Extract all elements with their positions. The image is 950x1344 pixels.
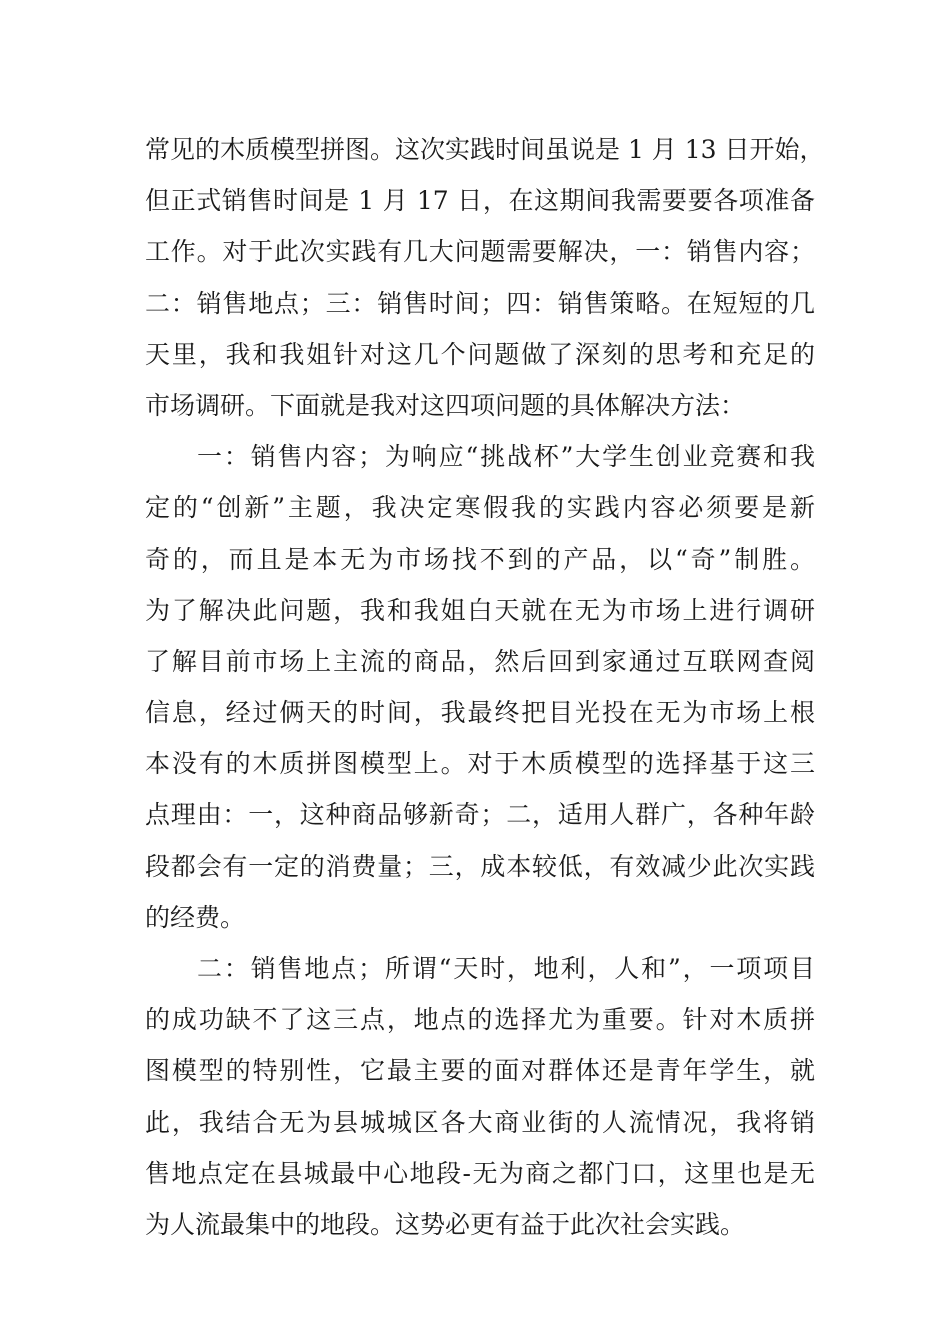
text-line: 天里，我和我姐针对这几个问题做了深刻的思考和充足的 bbox=[145, 339, 815, 369]
text-line: 二：销售地点；所谓“天时，地利，人和”，一项项目 bbox=[197, 954, 815, 983]
text-line: 本没有的木质拼图模型上。对于木质模型的选择基于这三 bbox=[145, 749, 815, 779]
text-line: 点理由：一，这种商品够新奇；二，适用人群广，各种年龄 bbox=[145, 800, 815, 830]
body-text bbox=[145, 124, 825, 1250]
text-line: 但正式销售时间是 1 月 17 日，在这期间我需要要各项准备 bbox=[145, 186, 815, 216]
text-line: 定的“创新”主题，我决定寒假我的实践内容必须要是新 bbox=[145, 493, 815, 523]
text-line: 为了解决此问题，我和我姐白天就在无为市场上进行调研 bbox=[145, 595, 815, 625]
text-line: 了解目前市场上主流的商品，然后回到家通过互联网查阅 bbox=[145, 646, 815, 676]
text-line: 二：销售地点；三：销售时间；四：销售策略。在短短的几 bbox=[145, 288, 815, 318]
text-line: 市场调研。下面就是我对这四项问题的具体解决方法： bbox=[145, 390, 746, 420]
text-line: 图模型的特别性，它最主要的面对群体还是青年学生，就 bbox=[145, 1056, 815, 1086]
text-line: 信息，经过俩天的时间，我最终把目光投在无为市场上根 bbox=[145, 698, 815, 728]
text-line: 的经费。 bbox=[145, 902, 246, 932]
text-line: 工作。对于此次实践有几大问题需要解决，一：销售内容； bbox=[145, 237, 815, 267]
text-line: 奇的，而且是本无为市场找不到的产品，以“奇”制胜。 bbox=[145, 544, 815, 574]
text-line: 为人流最集中的地段。这势必更有益于此次社会实践。 bbox=[145, 1209, 746, 1239]
text-line: 常见的木质模型拼图。这次实践时间虽说是 1 月 13 日开始， bbox=[145, 135, 825, 164]
text-line: 售地点定在县城最中心地段-无为商之都门口，这里也是无 bbox=[145, 1158, 815, 1188]
text-line: 此，我结合无为县城城区各大商业街的人流情况，我将销 bbox=[145, 1107, 815, 1137]
text-line: 段都会有一定的消费量；三，成本较低，有效减少此次实践 bbox=[145, 851, 815, 881]
text-line: 的成功缺不了这三点，地点的选择尤为重要。针对木质拼 bbox=[145, 1005, 815, 1035]
text-line: 一：销售内容；为响应“挑战杯”大学生创业竞赛和我 bbox=[197, 442, 815, 472]
